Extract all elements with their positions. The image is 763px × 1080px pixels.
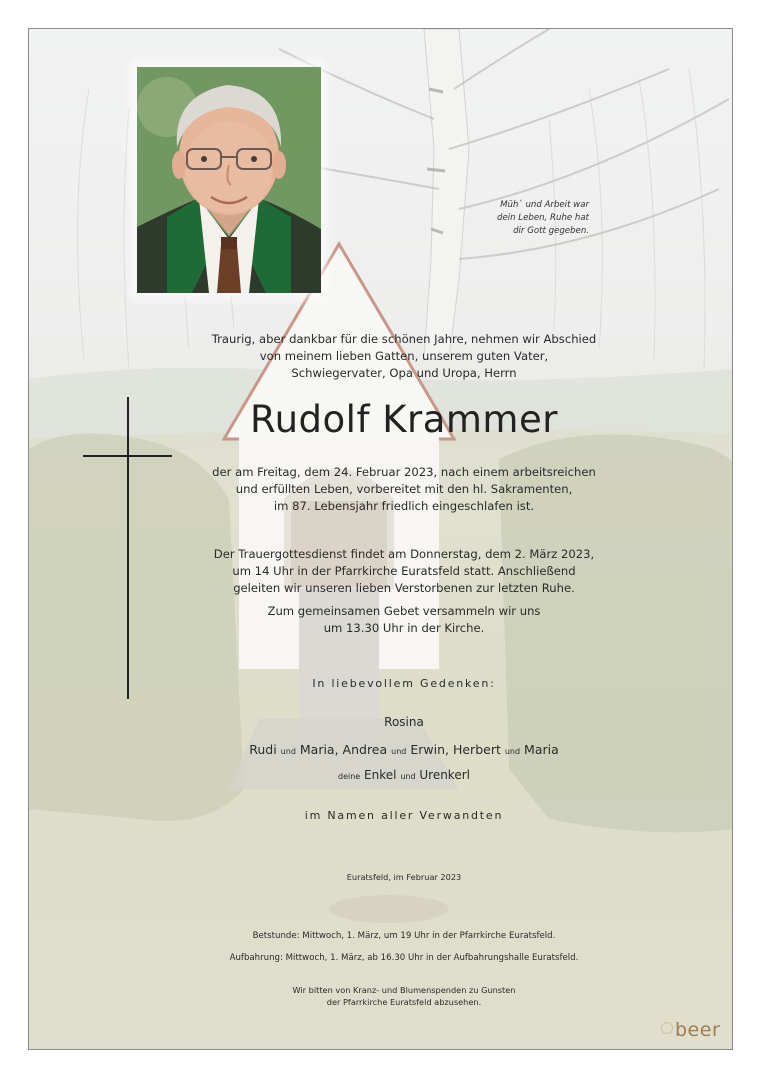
service-line: Der Trauergottesdienst findet am Donnerstag, dem 2. März 2023,: [213, 547, 595, 561]
on-behalf: im Namen aller Verwandten: [304, 809, 504, 822]
intro-line: Traurig, aber dankbar für die schönen Jahre, nehmen wir Abschied: [211, 332, 597, 346]
death-line: der am Freitag, dem 24. Februar 2023, nach einem arbeitsreichen: [212, 465, 596, 479]
conjunction: und: [280, 747, 296, 756]
mourner-name: Rudi: [249, 742, 277, 757]
background-veil: [29, 29, 733, 1050]
donation-line: der Pfarrkirche Euratsfeld abzusehen.: [326, 997, 482, 1007]
mourner-name: Urenkerl: [419, 768, 470, 782]
logo-mark-icon: [661, 1022, 673, 1034]
prayer-line: Zum gemeinsamen Gebet versammeln wir uns: [267, 604, 541, 618]
intro-text: [149, 331, 659, 382]
conjunction: und: [504, 747, 521, 756]
conjunction: und: [391, 747, 407, 756]
prayer-line: um 13.30 Uhr in der Kirche.: [323, 621, 485, 635]
cross-icon-bar: [83, 455, 172, 457]
obituary-card: [28, 28, 733, 1050]
donation-request: [149, 984, 659, 1008]
logo-text: beer: [675, 1019, 721, 1041]
mourner-name: Maria: [524, 742, 559, 757]
grandchildren-prefix: deine: [338, 772, 361, 781]
conjunction: und: [400, 772, 416, 781]
mourner-name: Erwin, Herbert: [410, 742, 501, 757]
service-line: geleiten wir unseren lieben Verstorbenen zur letzten Ruhe.: [233, 581, 575, 595]
cross-icon: [127, 397, 129, 699]
death-notice: [149, 464, 659, 515]
mourner-name: Enkel: [364, 768, 397, 782]
portrait-photo: [137, 67, 321, 293]
mourner-grandchildren: [149, 768, 659, 782]
death-line: im 87. Lebensjahr friedlich eingeschlafen ist.: [273, 499, 535, 513]
intro-line: Schwiegervater, Opa und Uropa, Herrn: [291, 366, 517, 380]
mourner-spouse: Rosina: [384, 715, 424, 729]
service-line: um 14 Uhr in der Pfarrkirche Euratsfeld statt. Anschließend: [232, 564, 576, 578]
place-date: Euratsfeld, im Februar 2023: [346, 872, 462, 882]
quote-line: dir Gott gegeben.: [513, 226, 589, 236]
intro-line: von meinem lieben Gatten, unserem guten Vater,: [259, 349, 549, 363]
beer-logo: [661, 1019, 720, 1041]
mourner-name: Maria, Andrea: [299, 742, 388, 757]
betstunde: Betstunde: Mittwoch, 1. März, um 19 Uhr in der Pfarrkirche Euratsfeld.: [252, 931, 556, 941]
aufbahrung: Aufbahrung: Mittwoch, 1. März, ab 16.30 Uhr in der Aufbahrungshalle Euratsfeld.: [229, 953, 579, 963]
funeral-service: [149, 546, 659, 597]
death-line: und erfüllten Leben, vorbereitet mit den hl. Sakramenten,: [235, 482, 573, 496]
quote: [449, 199, 589, 238]
quote-line: Müh` und Arbeit war: [500, 200, 589, 210]
memory-heading: In liebevollem Gedenken:: [312, 677, 496, 690]
prayer-notice: [149, 603, 659, 637]
quote-line: dein Leben, Ruhe hat: [496, 213, 589, 223]
donation-line: Wir bitten von Kranz- und Blumenspenden zu Gunsten: [292, 985, 516, 995]
deceased-name: Rudolf Krammer: [250, 398, 558, 441]
mourner-children: [149, 742, 659, 757]
